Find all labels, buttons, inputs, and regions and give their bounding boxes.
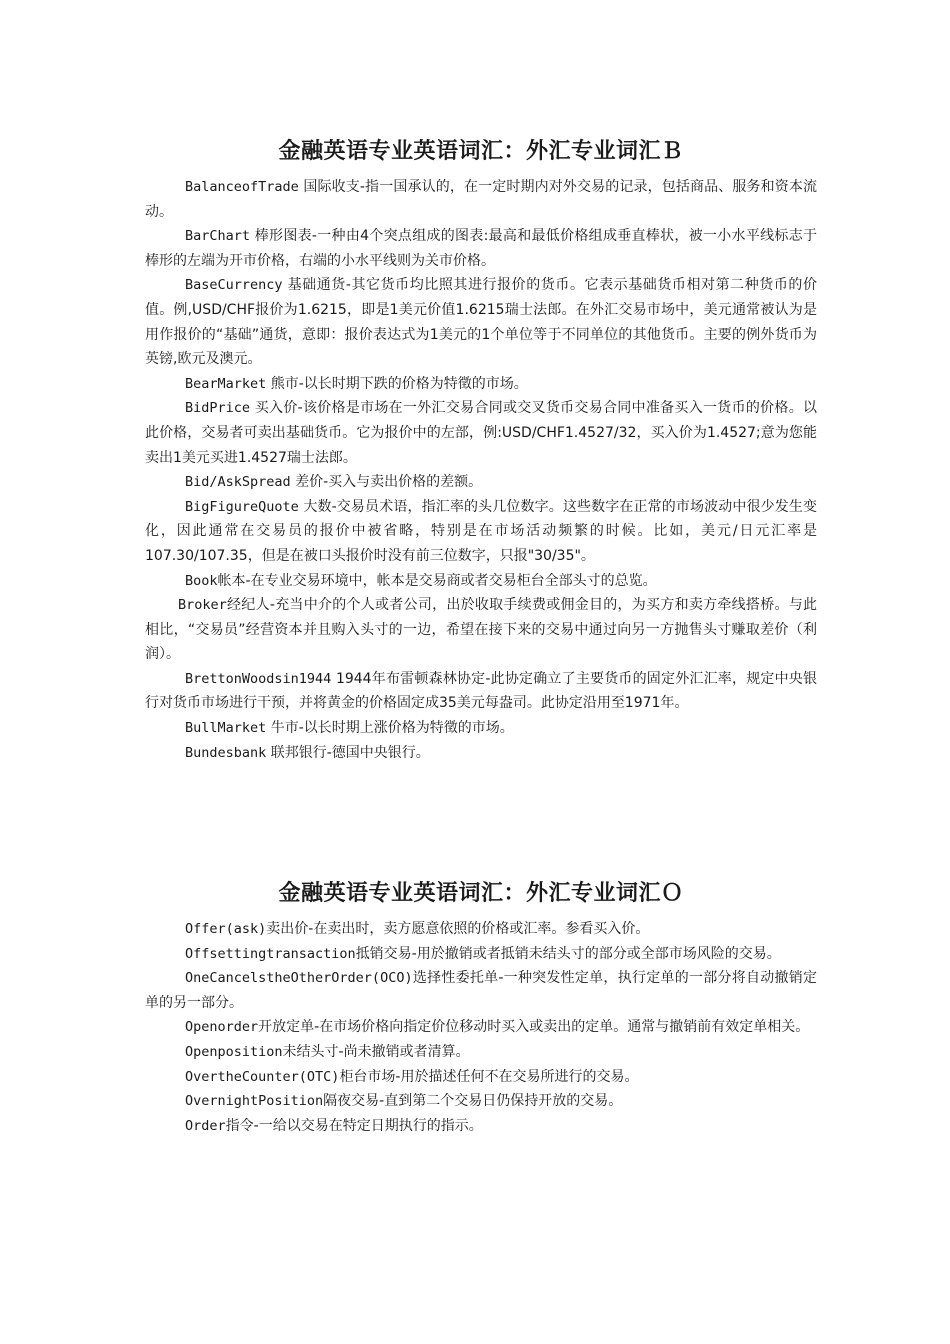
- term-name: Book: [185, 572, 218, 589]
- term-name: BalanceofTrade: [185, 179, 299, 195]
- term-name: BigFigureQuote: [185, 498, 299, 515]
- term-name: Order: [185, 1117, 226, 1134]
- section-title: 金融英语专业英语词汇：外汇专业词汇Ｂ: [278, 139, 684, 164]
- term-entry: [145, 470, 817, 495]
- term-name: Offer(ask): [185, 921, 267, 937]
- term-entry: [145, 495, 817, 569]
- term-name: OneCancelstheOtherOrder(OCO): [185, 970, 413, 987]
- term-name: BrettonWoodsin1944: [185, 670, 332, 687]
- term-name: Broker: [178, 597, 227, 614]
- term-name: Openposition: [185, 1043, 283, 1060]
- term-entry: [145, 273, 817, 371]
- term-name: BidPrice: [185, 400, 251, 417]
- term-entry: [145, 1040, 817, 1065]
- term-name: BearMarket: [185, 375, 267, 392]
- term-name: OvertheCounter(OTC): [185, 1068, 340, 1085]
- term-entry: [145, 741, 817, 766]
- term-name: BaseCurrency: [185, 277, 283, 294]
- term-name: Bid/AskSpread: [185, 474, 291, 491]
- term-definition: 牛市-以长时期上涨价格为特徵的市场。: [266, 720, 514, 737]
- term-definition: 指令-一给以交易在特定日期执行的指示。: [225, 1117, 483, 1134]
- term-name: OvernightPosition: [185, 1093, 324, 1110]
- term-entry: [145, 224, 817, 273]
- term-definition: 帐本-在专业交易环境中，帐本是交易商或者交易柜台全部头寸的总览。: [217, 572, 657, 589]
- term-definition: 差价-买入与卖出价格的差额。: [290, 474, 483, 491]
- term-definition: 熊市-以长时期下跌的价格为特徵的市场。: [266, 375, 528, 392]
- term-entry: [145, 1114, 817, 1139]
- term-entry: [145, 1065, 817, 1090]
- term-entry: [145, 1015, 817, 1040]
- term-name: Openorder: [185, 1019, 259, 1036]
- term-definition: 基础通货-其它货币均比照其进行报价的货币。它表示基础货币相对第二种货币的价值。例,USD/CHF报价为1.6215，即是1美元价值1.6215瑞士法郎。在外汇交易市场中，美元通常被认为是用作报价的“基础”通货，意即：报价表达式为1美元的1个单位等于不同单位的其他货币。主要的例外货币为英镑,欧元及澳元。: [145, 277, 817, 368]
- term-entry: [145, 942, 817, 967]
- term-definition: 棒形图表-一种由4个突点组成的图表:最高和最低价格组成垂直棒状，被一小水平线标志于棒形的左端为开市价格，右端的小水平线则为关市价格。: [145, 228, 817, 269]
- term-entry: [145, 396, 817, 470]
- term-entry: [145, 1089, 817, 1114]
- term-definition: 柜台市场-用於描述任何不在交易所进行的交易。: [339, 1068, 639, 1085]
- term-definition: 国际收支-指一国承认的，在一定时期内对外交易的记录，包括商品、服务和资本流动。: [145, 179, 817, 220]
- section-fx-terms-o: [145, 879, 817, 1138]
- term-entry: [145, 667, 817, 716]
- term-definition: 经纪人-充当中介的个人或者公司，出於收取手续费或佣金目的，为买方和卖方牵线搭桥。与此相比，“交易员”经营资本并且购入头寸的一边，希望在接下来的交易中通过向另一方抛售头寸赚取差价（利润）。: [145, 597, 817, 663]
- term-entry: [145, 593, 817, 667]
- entry-list: [145, 175, 817, 765]
- term-definition: 联邦银行-德国中央银行。: [266, 744, 430, 761]
- term-definition: 选择性委托单-一种突发性定单，执行定单的一部分将自动撤销定单的另一部分。: [145, 970, 817, 1011]
- term-name: BullMarket: [185, 720, 267, 737]
- term-definition: 1944年布雷顿森林协定-此协定确立了主要货币的固定外汇汇率，规定中央银行对货币市场进行干预，并将黄金的价格固定成35美元每盎司。此协定沿用至1971年。: [145, 670, 817, 712]
- section-title: 金融英语专业英语词汇：外汇专业词汇Ｏ: [278, 881, 684, 906]
- term-definition: 隔夜交易-直到第二个交易日仍保持开放的交易。: [323, 1093, 623, 1110]
- entry-list: [145, 917, 817, 1138]
- term-definition: 开放定单-在市场价格向指定价位移动时买入或卖出的定单。通常与撤销前有效定单相关。: [258, 1019, 810, 1036]
- term-entry: [145, 716, 817, 741]
- section-fx-terms-b: [145, 137, 817, 765]
- term-entry: [145, 372, 817, 397]
- term-entry: [145, 569, 817, 594]
- term-definition: 买入价-该价格是市场在一外汇交易合同或交叉货币交易合同中准备买入一货币的价格。以此价格，交易者可卖出基础货币。它为报价中的左部，例:USD/CHF1.4527/32，买入价为1.4527;意为您能卖出1美元买进1.4527瑞士法郎。: [145, 400, 817, 466]
- term-definition: 未结头寸-尚未撤销或者清算。: [282, 1043, 470, 1060]
- term-definition: 大数-交易员术语，指汇率的头几位数字。这些数字在正常的市场波动中很少发生变化，因此通常在交易员的报价中被省略，特别是在市场活动频繁的时候。比如，美元/日元汇率是107.30/107.35，但是在被口头报价时没有前三位数字，只报"30/35"。: [145, 498, 817, 564]
- term-definition: 卖出价-在卖出时，卖方愿意依照的价格或汇率。参看买入价。: [266, 921, 650, 937]
- term-name: Bundesbank: [185, 744, 267, 761]
- term-definition: 抵销交易-用於撤销或者抵销未结头寸的部分或全部市场风险的交易。: [355, 945, 781, 962]
- term-name: BarChart: [185, 228, 251, 245]
- term-entry: [145, 917, 817, 942]
- term-entry: [145, 175, 817, 224]
- term-entry: [145, 966, 817, 1015]
- term-name: Offsettingtransaction: [185, 945, 356, 962]
